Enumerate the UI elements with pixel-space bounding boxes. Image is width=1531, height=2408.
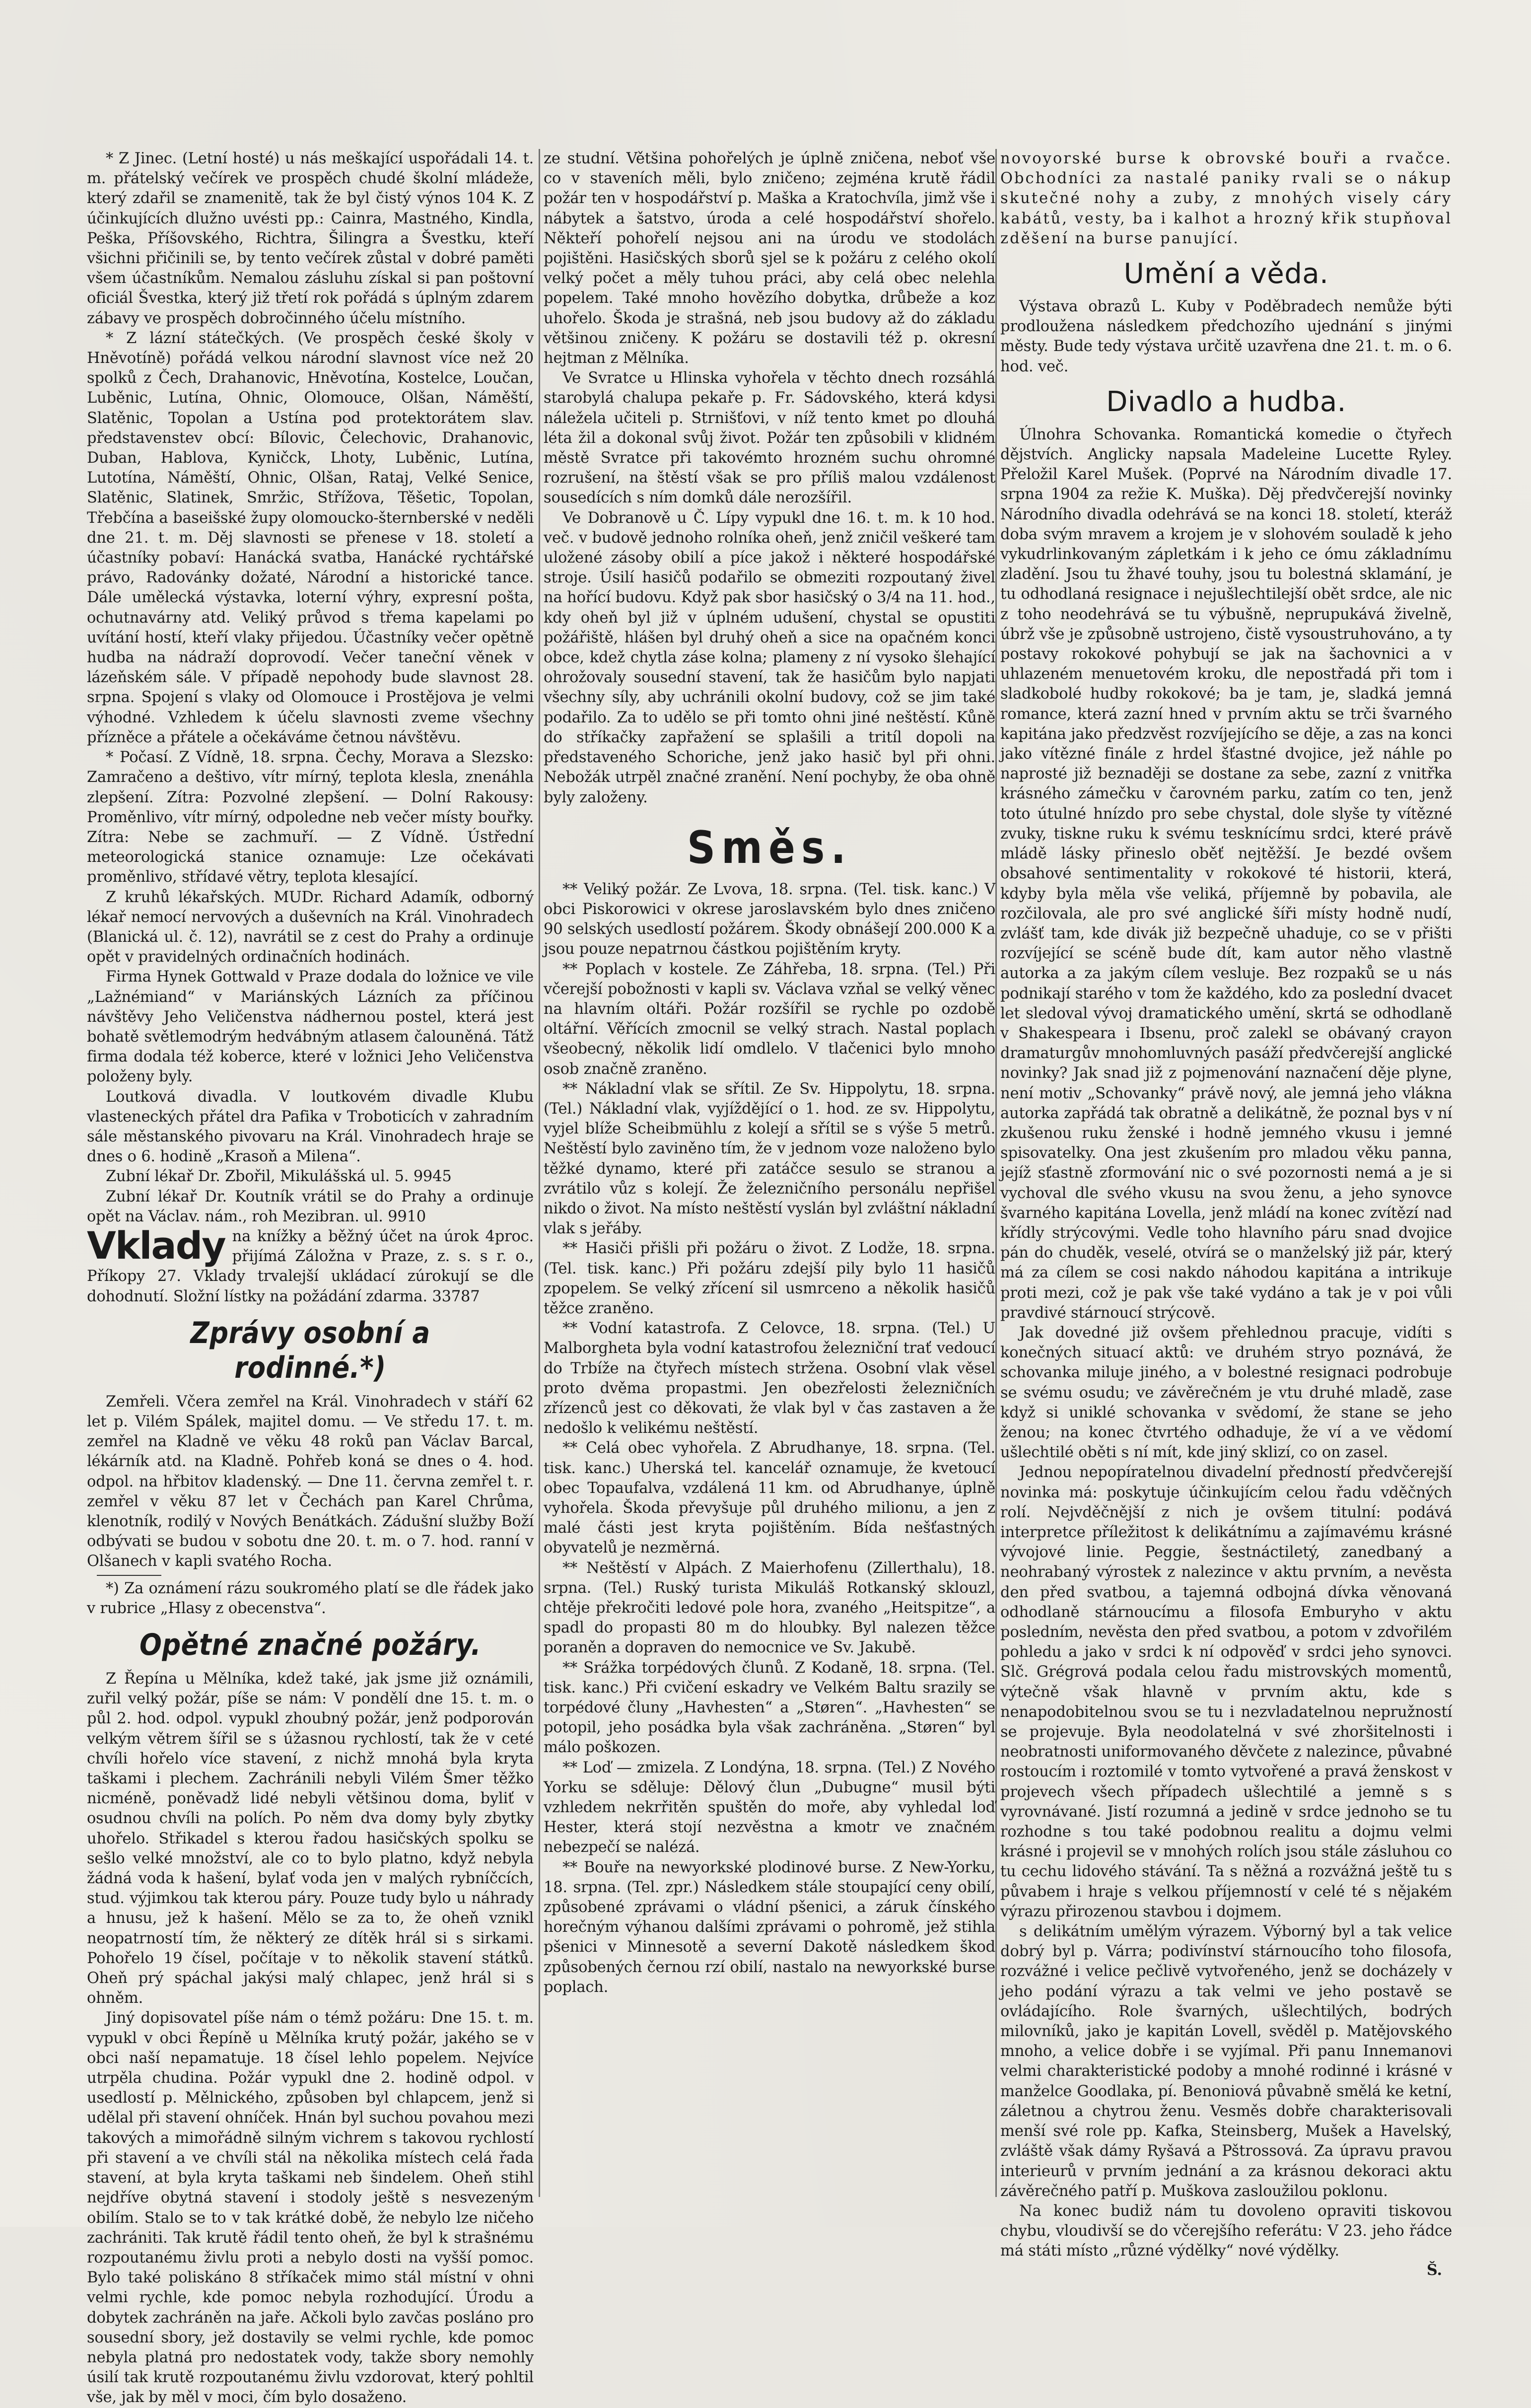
article-loutky: Loutková divadla. V loutkovém divadle Klubu vlasteneckých přátel dra Pafika v Troboticích v zahradním sále městanského pivovaru na Král. Vinohradech hraje se dnes o 6. hodině „Krasoň a Milena“. (87, 1088, 534, 1166)
article-kodan: ** Srážka torpédových člunů. Z Kodaně, 18. srpna. (Tel. tisk. kanc.) Při cvičení eskadry ve Velkém Baltu srazily se torpédové čluny „Havhesten“ a „Støren“. „Havhesten“ se potopil, jeho posádka byla však zachráněna. „Støren“ byl málo poškozen. (544, 1659, 995, 1757)
footnote: *) Za oznámení rázu soukromého platí se dle řádek jako v rubrice „Hlasy z obecenstva“. (87, 1579, 534, 1617)
article-lvov: ** Veliký požár. Ze Lvova, 18. srpna. (Tel. tisk. kanc.) V obci Piskorowici v okrese jaroslavském bylo dnes zničeno 90 selských usedlostí požárem. Škody obnášejí 200.000 K a jsou pouze nepatrnou částkou pojištěním kryty. (544, 880, 995, 958)
section-heading-smes: Směs. (687, 821, 852, 874)
vklady-text: na knížky a běžný účet na úrok 4proc. přijímá Záložna v Praze, z. s. s r. o., Příkopy 27. Vklady trvalejší ukládací zúrokují se dle dohodnutí. Složní lístky na požádání zdarma. 33787 (87, 1227, 534, 1305)
article-lazne-statecke: * Z lázní státečkých. (Ve prospěch české školy v Hněvotíně) pořádá velkou národní slavnost více než 20 spolků z Čech, Drahanovic, Hněvotína, Kostelce, Loučan, Luběnic, Lutína, Ohnic, Olomouce, Olšan, Náměští, Slatěnic, Topolan a Ustína pod protektorátem slav. představenstev obcí: Bílovic, Čelechovic, Drahanovic, Duban, Hablova, Kyničck, Lhoty, Luběnic, Lutína, Lutotína, Náměští, Ohnic, Olšan, Rataj, Velké Senice, Slatěnic, Slatinek, Smržic, Střížova, Těšetic, Topolan, Třebčína a baseišské župy olomoucko-šternberské v neděli dne 21. t. m. Děj slavnosti se přenese v 18. století a účastníky pobaví: Hanácká svatba, Hanácké rychtářské právo, Radovánky dožaté, Národní a historické tance. Dále umělecká výstavka, loterní výhry, expresní pošta, ochutnavárny atd. Veliký průvod s třema kapelami po uvítání hostí, kteří vlaky přijedou. Účastníky večer opětně hudba na nádraží doprovodí. Večer taneční věnek v lázeňském sále. V případě nepohody bude slavnost 28. srpna. Spojení s vlaky od Olomouce i Prostějova je velmi výhodné. Vzhledem k účelu slavnosti zveme všechny přízněce a přátele a očekáváme četnou návštěvu. (87, 329, 534, 746)
article-repin-2: Jiný dopisovatel píše nám o témž požáru: Dne 15. t. m. vypukl v obci Řepíně u Mělníka krutý požár, jakého se v obci naší nepamatuje. 18 čísel lehlo popelem. Nejvíce utrpěla chudina. Požár vypukl dne 2. hodině odpol. v usedlostí p. Mělnického, způsoben byl chlapcem, jenž si udělal při stavení ohníček. Hnán byl suchou povahou mezi takových a mimořádně silným vichrem s takovou rychlostí při stavení a ve chvíli stál na několika místech celá řada stavení, at byla kryta taškami neb šindelem. Oheň stihl nejdříve obytná stavení i stodoly ještě s nesvezeným obilím. Stalo se to v tak krátké době, že nebylo lze ničeho zachrániti. Tak krutě řádil tento oheň, že byl k strašnému rozpoutanému živlu proti a nebylo dosti na vyšší pomoc. Bylo také poliskáno 8 stříkaček mimo stál místní v ohni velmi rychle, kde pomoc nebyla rozhodující. Úrodu a dobytek zachráněn na jaře. Ačkoli bylo zavčas posláno pro sousední sbory, jež dostavily se velmi rychle, kde pomoc nebyla platná pro nedostatek vody, takže sbory nemohly úsilí tak krutě rozpoutanému živlu vzdorovat, který pohltil vše, jak by měl v moci, čím bylo dosaženo. (87, 2009, 534, 2407)
review-schovanka: Úlnohra Schovanka. Romantická komedie o čtyřech dějstvích. Anglicky napsala Madeleine Lucette Ryley. Přeložil Karel Mušek. (Poprvé na Národním divadle 17. srpna 1904 za režie K. Muška). Děj předvčerejší novinky Národního divadla odehrává se na konci 18. století, kteráž doba svým mravem a krojem je v slohovém souladě k jeho vykudrlinkovaným zápletkám i k jeho ce ómu základnímu zladění. Jsou tu žhavé touhy, jsou tu bolestná sklamání, je tu odhodlaná resignace i nejušlechtilejší obět srdce, ale nic z toho neodehrává se tu výbušně, neprupukává živelně, úbrž vše je způsobně ustrojeno, čistě vysoustruhováno, a ty postavy rokokové pohybují se jak na šachovnici a v uhlazeném menuetovém kroku, dle nepostřadá při tom i sladkobolé hudby rokokové; ba je tam, je, sladká jemná romance, která zazní hned v prvním aktu se trči švarného kapitána jako předzvěst rozvíjejícího se děje, a zas na konci jako vítězné finále z hrdel šťastné dvojice, jež náhle po naprosté již beznaději se dostane za sebe, zazní z vnitřka krásného zámečku v čarovném parku, zatím co ten, jenž toto útulné hnízdo pro sebe chystal, dole slyše ty vítězné zvuky, tiskne ruku k svému tesknícímu srdci, které právě mládě lásky přineslo oběť nejtěžší. Je bezdé ovšem obsahové sentimentality v rokokové té historii, která, kdyby byla měla vše veliká, příjemně by pobavila, ale rozčilovala, ale pro své anglické šíři místy hodně nudí, zvlášť tam, kde divák již bezpečně uhaduje, co se v přišti rozvíjející se scéně bude dít, kam autor něho vlastně autorka a za jakým cílem vesluje. Bez rozpaků se u nás podnikají starého v tom že každého, kdo za poslední dvacet let sledoval vývoj dramatického umění, skrtá se odhodlaně v Shakespeara i Ibsenu, proč zalekl se obávaný crayon dramaturgův mnohomluvných pasáží předvčerejší anglické novinky? Jak snad již z pojmenování naznačení děje plyne, není motiv „Schovanky“ právě nový, ale jemná jeho vlákna autorka zapřádá tak obratně a delikátně, že poznal bys v ní zkušenou ruku ženské i hodně jemného vkusu i jemné spisovatelky. Ona jest zkušením pro mladou věku panna, jejíž sťastně zformování nic o své pozornosti nemá a je si vychoval dle svého vkusu na svou ženu, a jeho synovce švarného kapitána Lovella, jenž mládí na konec zvítězí nad křídly strýcovými. Vedle toho hlavního páru snad dvojice pán do chuděk, veselé, otvírá se o manželský již pár, který má za cílem se cosi nakdo náhodou kapitána a intrikuje proti mezi, což je pak vše také vydáno a tak je v poi vůli pravdivé stárnoucí strýcově. (1000, 425, 1452, 1322)
review-correction: Na konec budiž nám tu dovoleno opraviti tiskovou chybu, vloudivší se do včerejšího referátu: V 23. jeho řádce má státi místo „různé výdělky“ nové výdělky. (1000, 2202, 1452, 2260)
article-zemreli: Zemřeli. Včera zemřel na Král. Vinohradech v stáří 62 let p. Vilém Spálek, majitel domu. — Ve středu 17. t. m. zemřel na Kladně ve věku 48 roků pan Václav Barcal, lékárník atd. na Kladně. Pohřeb koná se dnes o 4. hod. odpol. na hřbitov kladenský. — Dne 11. června zemřel t. r. zemřel v věku 87 let v Čechách pan Karel Chrůma, klenotník, rodilý v Nových Benátkách. Zádušní služby Boží odbývati se budou v sobotu dne 20. t. m. o 7. hod. ranní v Olšanech v kapli svatého Rocha. (87, 1393, 534, 1570)
article-new-york-cont: novoyorské burse k obrovské bouři a rvačce. Obchodníci za nastalé paniky rvali se o nákup skutečné nohy a zuby, z mnohých visely cáry kabátů, vesty, ba i kalhot a hrozný křik stupňoval zděšení na burse panující. (1000, 150, 1452, 247)
ad-koutnik: Zubní lékař Dr. Koutník vrátil se do Prahy a ordinuje opět na Václav. nám., roh Mezibran. ul. 9910 (87, 1188, 534, 1225)
footnote-rule (97, 1575, 161, 1576)
column-right (1000, 149, 1452, 2279)
vklady-title: Vklady (87, 1223, 225, 1268)
article-lodz: ** Hasiči přišli při požáru o život. Z Lodže, 18. srpna. (Tel. tisk. kanc.) Při požáru zdejší pily bylo 11 hasičů zpopelem. Se velký zřícení sil usmrceno a několik hasičů těžce zraněno. (544, 1240, 995, 1317)
article-pocasi: * Počasí. Z Vídně, 18. srpna. Čechy, Morava a Slezsko: Zamračeno a deštivo, vítr mírný, teplota klesla, znenáhla zlepšení. Zítra: Pozvolné zlepšení. — Dolní Rakousy: Proměnlivo, vítr mírný, odpoledne neb večer místy bouřky. Zítra: Nebe se zachmuří. — Z Vídně. Ústřední meteorologická stanice oznamuje: Lze očekávati proměnlivo, střídavé větry, teplota klesající. (87, 749, 534, 886)
article-dobranov: Ve Dobranově u Č. Lípy vypukl dne 16. t. m. k 10 hod. več. v budově jednoho rolníka oheň, jenž zničil veškeré tam uložené zásoby obilí a píce jakož i některé hospodářské stroje. Úsilí hasičů podařilo se obmeziti rozpoutaný živel na hořící budovu. Když pak sbor hasičský o 3/4 na 11. hod., kdy oheň byl již v úplném udušení, chystal se opustiti požářiště, hlášen byl druhý oheň a sice na opačném konci obce, kdež chytla záse kolna; plameny z ní vysoko šlehající ohrožovaly sousední stavení, tak že hasičům bylo napjati všechny síly, aby uchránili okolní budovy, což se jim také podařilo. Za to udělo se při tomto ohni jiné neštěstí. Kůně do stříkačky zapřažení se splašili a tritíl dopoli na představeného Schoriche, jenž jako hasič byl při ohni. Nebožák utrpěl značné zranění. Není pochyby, že oba ohně byly založeny. (544, 509, 995, 806)
column-rule (539, 149, 540, 2197)
article-lekari: Z kruhů lékařských. MUDr. Richard Adamík, odborný lékař nemocí nervových a duševních na Král. Vinohradech (Blanická ul. č. 12), navrátil se z cest do Prahy a ordinuje opět v pravidelných ordinačních hodinách. (87, 888, 534, 966)
review-signature: Š. (1426, 2261, 1442, 2279)
review-schovanka-2: Jak dovedné již ovšem přehlednou pracuje, vidíti s konečných situací aktů: ve druhém stryo poznává, že schovanka miluje jiného, a v bolestné resignaci podrobuje se svému osudu; ve závěrečném je vtu druhé mladě, zase když si uniklé schovanka v svědomí, že stane se jeho ženou; na konec čtvrtého odhaduje, že ví a ve vědomí ušlechtilé oběti s ní mít, kde jiný sklizí, co on zasel. (1000, 1324, 1452, 1462)
article-jince: * Z Jinec. (Letní hosté) u nás meškající uspořádali 14. t. m. přátelský večírek ve prospěch chudé školní mládeže, který zdařil se znamenitě, tak že byl čistý výnos 104 K. Z účinkujících dlužno uvésti pp.: Cainra, Mastného, Kindla, Peška, Příšovského, Richtra, Šilingra a Švestku, kteří všichni přičinili se, by tento večírek zůstal v dobré paměti všem účastníkům. Nemalou zásluhu získal si pan poštovní oficiál Švestka, který již třetí rok pořádá s úplným zdarem zábavy ve prospěch dobročinného účelu místního. (87, 150, 534, 327)
review-schovanka-4: s delikátním umělým výrazem. Výborný byl a tak velice dobrý byl p. Várra; podivínství stárnoucího toho filosofa, rozvážné i velice pečlivě vytvořeného, jenž se docházely v jeho podání výrazu a tak velmi ve jeho postavě se ovládajícího. Role švarných, ušlechtilých, bodrých milovníků, jako je kapitán Lovell, svěděl p. Matějovského mnoho, a velice dobře i se vyjímal. Při panu Innemanovi velmi charakteristické podoby a mnohé rodinné i krásné v manželce Goodlaka, pí. Benoniová půvabně smělá ke ketní, záletnou a chytrou ženu. Vesměs dobře charakterisovali menší své role pp. Kafka, Steinsberg, Mušek a Havelský, zvláště však dámy Ryšavá a Pštrossová. Za úpravu pravou interieurů v prvním jednání a za krásnou dekoraci aktu závěrečného patří p. Muškova zasloužilou poklonu. (1000, 1923, 1452, 2200)
section-heading-divadlo: Divadlo a hudba. (1106, 385, 1346, 418)
article-londyn: ** Loď — zmizela. Z Londýna, 18. srpna. (Tel.) Z Nového Yorku se sděluje: Dělový člun „Dubugne“ musil býti vzhledem nekrřitěn spuštěn do moře, aby vyhledal loď Hester, která stojí nezvěstna a kmotr ve značném nebezpečí se nalézá. (544, 1759, 995, 1856)
article-celovec: ** Vodní katastrofa. Z Celovce, 18. srpna. (Tel.) U Malborgheta byla vodní katastrofou železniční trať vedoucí do Trbíže na čtyřech místech stržena. Osobní vlak věsel proto dvěma propastmi. Jen obezřelosti železničních zřízenců jest co děkovati, že vlak byl v čas zastaven a že nedošlo k velikému neštěstí. (544, 1320, 995, 1437)
review-schovanka-3: Jednou nepopíratelnou divadelní předností předvčerejší novinka má: poskytuje účinkujícím celou řadu vděčných rolí. Nejvděčnější z nich je ovšem titulní: podává interpretce příležitost k delikátnímu a zajímavému krásné vývojové linie. Peggie, šestnáctiletý, zanedbaný a neohrabaný výrostek z nalezince v aktu prvním, a nevěsta den před svatbou, a tajemná odbojná dívka věnovaná odhodlaně stárnoucímu a filosofa Emburyho v aktu posledním, nevěsta den před svatbou, a potom v zdvořilém pohledu a jako v srdci k ní odpověď v srdci jeho synovci. Slč. Grégrová podala celou řadu mistrovských momentů, výtečně však hlavně v prvním aktu, kde s nenapodobitelnou svou se tu i nezvladatelnou nepružností se projevuje. Byla neodolatelná v své zhoršitelnosti i neobratnosti uniformovaného děvčete z nalezince, půvabné rostoucím i roztomilé v tomto vytvořené a pravá ženskost v projevech všech případech ušlechtilé a jemně s s vyrovnávané. Jistí rozumná a jedině v srdce jednoho se tu rozhodne s tou také podobnou realitu a dojmu velmi krásné i projevil se v mnohých rolích jsou stále zásluhou co tu cechu lidového stávání. Ta s něžná a rozvážná ještě tu s půvabem i hraje s velkou příjemností v celé té s nějakém výrazu přirozenou stavbou i dojmem. (1000, 1464, 1452, 1920)
section-heading-pozary: Opětné značné požáry. (139, 1628, 481, 1663)
article-hippolyt: ** Nákladní vlak se sřítil. Ze Sv. Hippolytu, 18. srpna. (Tel.) Nákladní vlak, vyjíždějící o 1. hod. ze sv. Hippolytu, vyjel blíže Scheibmühlu z kolejí a sřítil se s výše 5 metrů. Neštěstí bylo zaviněno tím, že v jednom voze naloženo bylo těžké dynamo, které při zatáčce sesulo se stranou a zvrátilo vůz s kolejí. Že železničního personálu nepřišel nikdo o život. Na místo neštěstí vyslán byl zvláštní nákladní vlak s jeřáby. (544, 1080, 995, 1238)
article-kuba: Výstava obrazů L. Kuby v Poděbradech nemůže býti prodloužena následkem předchozího ujednání s jinými městy. Bude tedy výstava určitě uzavřena dne 21. t. m. o 6. hod. več. (1000, 298, 1452, 375)
column-rule (995, 149, 997, 2197)
article-abrudhanya: ** Celá obec vyhořela. Z Abrudhanye, 18. srpna. (Tel. tisk. kanc.) Uherská tel. kancelář oznamuje, že kvetoucí obec Topaufalva, vzdálená 11 km. od Abrudhanye, úplně vyhořela. Škoda převyšuje půl druhého milionu, a jen z malé části jest kryta pojištěním. Bída nešťastných obyvatelů je nezměrná. (544, 1439, 995, 1557)
section-heading-zpravy: Zprávy osobní a rodinné.*) (190, 1315, 430, 1385)
column-middle (544, 149, 995, 2207)
section-heading-umeni: Umění a věda. (1123, 258, 1329, 290)
article-new-york: ** Bouře na newyorkské plodinové burse. Z New-Yorku, 18. srpna. (Tel. zpr.) Následkem stále stoupající ceny obilí, způsobené zprávami o vládní pšenici, a záruk čínského horečným výhanou dalšími zprávami o pohromě, jež stihla pšenici v Minnesotě a severní Dakotě následkem škod způsobených černou rzí obilí, nastalo na newyorkské burse poplach. (544, 1858, 995, 1996)
ad-vklady (87, 1223, 534, 1307)
article-zahreb: ** Poplach v kostele. Ze Záhřeba, 18. srpna. (Tel.) Při včerejší pobožnosti v kapli sv. Václava vzňal se velký věnec na hlavním oltáři. Požár rozšířil se rychle po ozdobě oltářní. Věřících zmocnil se velký strach. Nastal poplach všeobecný, několik lidí omdlelo. V tlačenici bylo mnoho osob značně zraněno. (544, 960, 995, 1078)
article-gottwald: Firma Hynek Gottwald v Praze dodala do ložnice ve vile „Lažnémiand“ v Mariánských Lázních za příčinou návštěvy Jeho Veličenstva nádhernou postel, která jest bohatě světlemodrým hedvábným atlasem čalouněná. Tátž firma dodala též koberce, které v ložnici Jeho Veličenstva položeny byly. (87, 968, 534, 1086)
column-left (87, 149, 534, 2407)
article-repin: Z Řepína u Mělníka, kdež také, jak jsme již oznámili, zuřil velký požár, píše se nám: V pondělí dne 15. t. m. o půl 2. hod. odpol. vypukl zhoubný požár, jenž podporován velkým větrem šířil se s úžasnou rychlostí, tak že v ceté chvíli hořelo více stavení, z nichž mnohá byla kryta taškami i plechem. Zachránili nebyli Vilém Šmer těžko nicméně, poněvadž lidé nebyli většinou doma, byliť v osudnou chvíli na polích. Po něm dva domy byly zbytky uhořelo. Střikadel s kterou řadou hasičských spolku se sešlo velké množství, ale co to bylo platno, když nebyla žádná voda k hašení, bylať voda jen v malých rybníčcích, stud. výjimkou tak kterou páry. Pouze tudy bylo u náhrady a hnusu, jež k hašení. Mělo se za to, že oheň vznikl neopatrností tím, že některý ze dítěk hrál si s sirkami. Pohořelo 19 čísel, počítaje v to několik stavení státků. Oheň prý spáchal jakýsi malý chlapec, jenž hrál si s ohněm. (87, 1670, 534, 2007)
article-repin-cont: ze studní. Většina pohořelých je úplně zničena, neboť vše co v staveních měli, bylo zničeno; zejména krutě řádil požár ten v hospodářství p. Maška a Kratochvíla, jimž vše i nábytek a šatstvo, úroda a celé hospodářství shořelo. Někteří pohořelí nejsou ani na úrodu ve stodolách pojištěni. Hasičských sborů sjel se k požáru z celého okolí velký počet a měly tuhou práci, aby celá obec nelehla popelem. Také mnoho hovězího dobytka, drůbeže a koz uhořelo. Škoda je strašná, neb jsou budovy až do základu většinou zničeny. K požáru se dostavili též p. okresní hejtman z Mělníka. (544, 150, 995, 367)
article-alpy: ** Neštěstí v Alpách. Z Maierhofenu (Zillerthalu), 18. srpna. (Tel.) Ruský turista Mikuláš Rotkanský sklouzl, chtěje překročiti ledové pole hora, zvaného „Heitspitze“, a spadl do propasti 80 m do hloubky. Byl nalezen těžce poraněn a dopraven do nemocnice ve Sv. Jakubě. (544, 1559, 995, 1657)
ad-zboril: Zubní lékař Dr. Zbořil, Mikulášská ul. 5. 9945 (106, 1168, 452, 1186)
article-svratka: Ve Svratce u Hlinska vyhořela v těchto dnech rozsáhlá starobylá chalupa pekaře p. Fr. Sádovského, která kdysi náležela učiteli p. Strnišťovi, v níž tento kmet po dlouhá léta žil a dokonal svůj život. Požár ten způsobili v klidném městě Svratce při takovémto hrozném suchu ohromné rozrušení, na štěstí však se pro příliš malou vzdálenost sousedících s ním domků dále nerozšířil. (544, 369, 995, 507)
